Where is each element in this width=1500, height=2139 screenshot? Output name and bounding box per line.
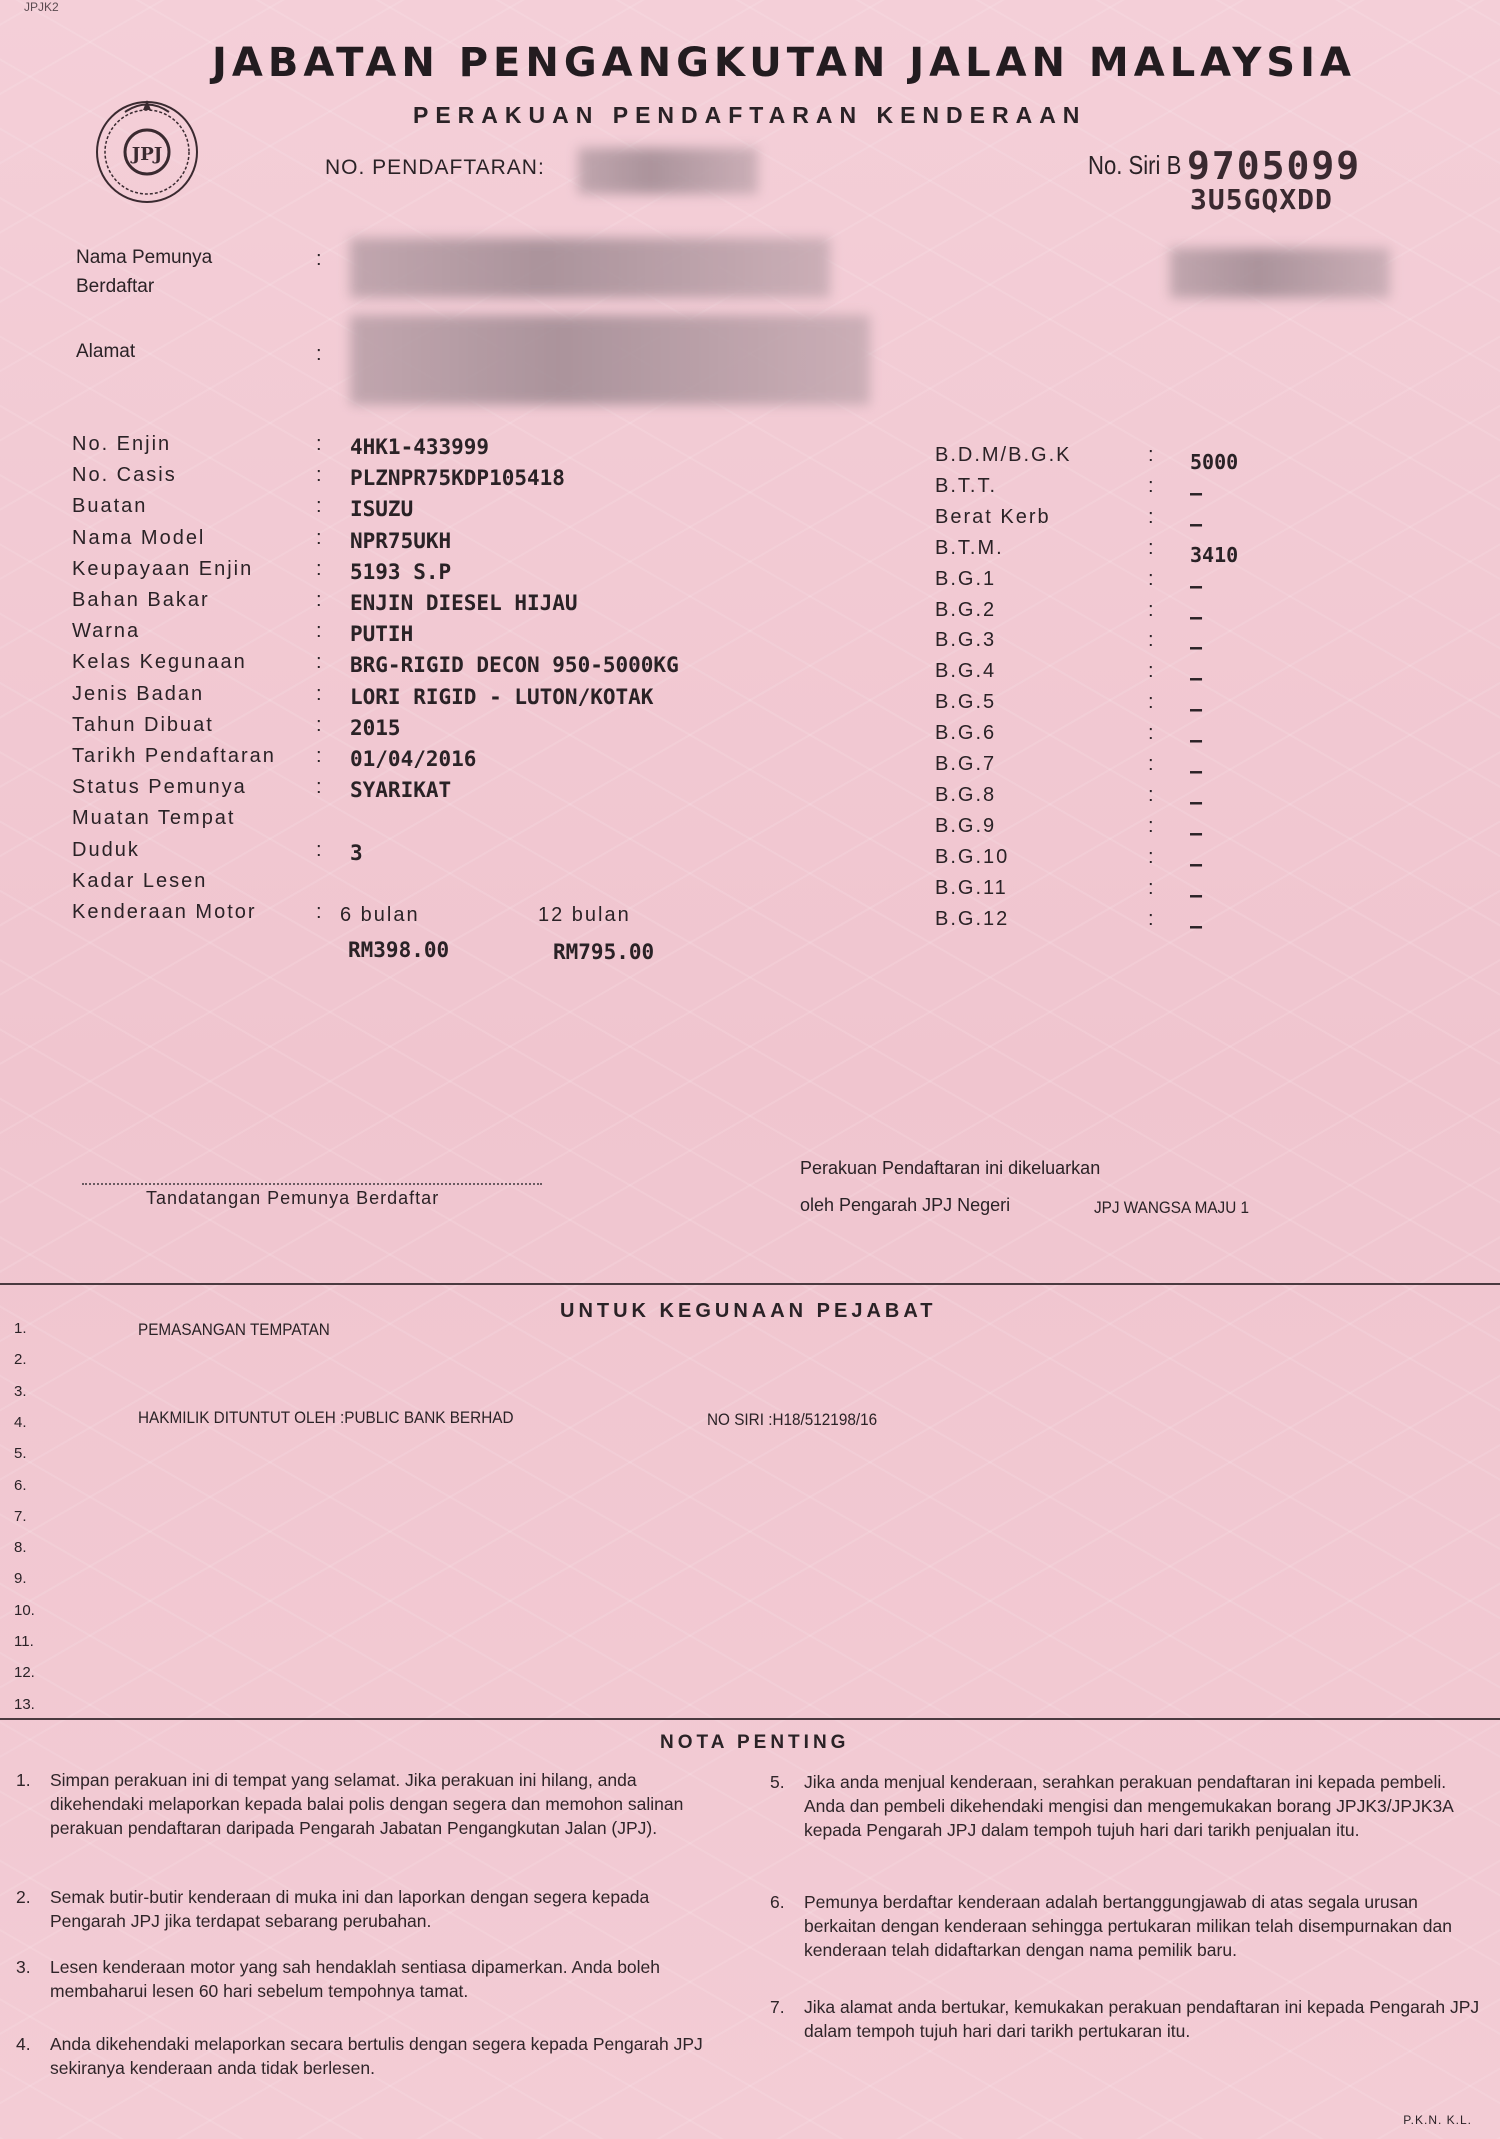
spec-label: B.G.9 xyxy=(935,814,997,837)
vehicle-field-colon: : xyxy=(316,682,322,705)
note-text: Semak butir-butir kenderaan di muka ini dan laporkan dengan segera kepada Pengarah JPJ jika terdapat sebarang perubahan. xyxy=(50,1887,650,1931)
vehicle-field-label: Status Pemunya xyxy=(72,776,247,799)
office-line-4-right: NO SIRI :H18/512198/16 xyxy=(707,1410,878,1429)
note-text: Lesen kenderaan motor yang sah hendaklah sentiasa dipamerkan. Anda boleh membaharui lesen 60 hari sebelum tempohnya tamat. xyxy=(50,1957,661,2001)
spec-label: B.G.12 xyxy=(935,907,1010,930)
vehicle-field-value: 01/04/2016 xyxy=(350,747,477,771)
spec-value: – xyxy=(1190,511,1203,536)
vehicle-field-colon: : xyxy=(316,620,322,643)
vehicle-field-value: 5193 S.P xyxy=(350,559,452,584)
spec-label: B.G.5 xyxy=(935,691,997,714)
note-number: 4. xyxy=(16,2034,31,2054)
spec-colon: : xyxy=(1148,598,1154,621)
vehicle-field-colon: : xyxy=(316,433,322,455)
issued-by-line1: Perakuan Pendaftaran ini dikeluarkan xyxy=(800,1158,1101,1178)
spec-value: – xyxy=(1190,789,1203,814)
spec-value: – xyxy=(1190,913,1203,938)
spec-colon: : xyxy=(1148,783,1154,806)
form-code: JPJK2 xyxy=(24,0,59,14)
vehicle-field-colon: : xyxy=(316,495,322,518)
office-line-number: 12. xyxy=(14,1664,35,1682)
office-line-4-left: HAKMILIK DITUNTUT OLEH :PUBLIC BANK BERHAD xyxy=(138,1408,514,1427)
owner-name-label-1: Nama Pemunya xyxy=(76,247,213,268)
spec-colon: : xyxy=(1148,660,1154,683)
spec-label: B.G.8 xyxy=(935,783,997,806)
signature-line xyxy=(82,1183,542,1185)
office-line-1: PEMASANGAN TEMPATAN xyxy=(138,1320,330,1339)
redacted-owner-id xyxy=(1170,248,1390,298)
office-use-title: UNTUK KEGUNAAN PEJABAT xyxy=(560,1300,937,1322)
note-text: Simpan perakuan ini di tempat yang selamat. Jika perakuan ini hilang, anda dikehendaki melaporkan kepada balai polis dengan segera dan memohon salinan perakuan pendaftaran daripada Pengarah Jabatan Pengangkutan Jalan (JPJ). xyxy=(50,1770,684,1838)
registration-number-label: NO. PENDAFTARAN: xyxy=(325,156,545,179)
note-item xyxy=(16,1768,728,1840)
vehicle-field-value: ENJIN DIESEL HIJAU xyxy=(350,591,578,615)
document-title: JABATAN PENGANGKUTAN JALAN MALAYSIA xyxy=(212,40,1356,86)
note-number: 2. xyxy=(16,1887,31,1907)
office-line-number: 6. xyxy=(14,1476,27,1494)
spec-colon: : xyxy=(1148,691,1154,714)
spec-label: B.T.T. xyxy=(935,474,998,497)
redacted-owner-name xyxy=(350,238,830,298)
office-line-number: 11. xyxy=(14,1633,34,1650)
spec-colon: : xyxy=(1148,505,1154,528)
vehicle-field-colon: : xyxy=(316,651,322,674)
office-line-number: 9. xyxy=(14,1570,27,1588)
svg-text:JPJ: JPJ xyxy=(131,144,163,165)
note-number: 3. xyxy=(16,1957,31,1977)
note-number: 6. xyxy=(770,1892,785,1912)
spec-colon: : xyxy=(1148,845,1154,868)
spec-colon: : xyxy=(1148,907,1154,930)
serial-label: No. Siri B xyxy=(1088,150,1182,180)
office-line-number: 3. xyxy=(14,1382,27,1400)
note-number: 7. xyxy=(770,1997,785,2017)
vehicle-field-colon: : xyxy=(316,526,322,549)
spec-label: Berat Kerb xyxy=(935,505,1051,528)
vehicle-field-value: 3 xyxy=(350,840,363,865)
note-number: 1. xyxy=(16,1770,31,1790)
vehicle-field-value: 2015 xyxy=(350,715,401,740)
spec-label: B.D.M/B.G.K xyxy=(935,444,1072,466)
office-line-number: 8. xyxy=(14,1539,27,1557)
spec-label: B.G.7 xyxy=(935,753,997,775)
spec-colon: : xyxy=(1148,567,1154,590)
spec-label: B.G.11 xyxy=(935,876,1008,899)
office-line-number: 7. xyxy=(14,1507,27,1525)
spec-colon: : xyxy=(1148,722,1154,745)
note-item xyxy=(16,2032,728,2080)
spec-colon: : xyxy=(1148,474,1154,497)
spec-label: B.G.10 xyxy=(935,845,1010,868)
note-text: Jika anda menjual kenderaan, serahkan perakuan pendaftaran ini kepada pembeli. Anda dan pembeli dikehendaki mengisi dan mengemukakan borang JPJK3/JPJK3A kepada Pengarah JPJ dalam tempoh tujuh hari dari tarikh penjualan itu. xyxy=(804,1772,1453,1840)
vehicle-field-label: Kenderaan Motor xyxy=(72,901,257,923)
office-line-number: 13. xyxy=(14,1695,35,1713)
owner-address-label: Alamat xyxy=(76,341,136,362)
vehicle-field-colon: : xyxy=(316,901,322,923)
office-line-number: 2. xyxy=(14,1351,27,1369)
spec-value: – xyxy=(1190,728,1203,753)
vehicle-field-label: Keupayaan Enjin xyxy=(72,557,254,580)
vehicle-field-value: ISUZU xyxy=(350,497,414,522)
office-line-number: 4. xyxy=(14,1413,27,1431)
office-section-divider xyxy=(0,1283,1500,1285)
note-number: 5. xyxy=(770,1772,785,1792)
owner-address-colon: : xyxy=(316,343,322,365)
serial-number: 9705099 xyxy=(1187,144,1362,188)
vehicle-field-value: BRG-RIGID DECON 950-5000KG xyxy=(350,653,679,678)
vehicle-field-label: Kadar Lesen xyxy=(72,869,208,892)
vehicle-field-colon: : xyxy=(316,713,322,736)
note-item xyxy=(770,1890,1482,1962)
spec-value: – xyxy=(1190,759,1203,783)
office-line-number: 1. xyxy=(14,1320,27,1337)
vehicle-field-colon: : xyxy=(316,745,322,767)
redacted-registration-number xyxy=(578,148,758,194)
vehicle-field-value: PLZNPR75KDP105418 xyxy=(350,466,565,491)
spec-label: B.G.3 xyxy=(935,629,997,652)
vehicle-field-colon: : xyxy=(316,776,322,799)
serial-code: 3U5GQXDD xyxy=(1190,183,1333,216)
spec-label: B.G.2 xyxy=(935,598,997,621)
spec-value: – xyxy=(1190,635,1203,660)
vehicle-field-value: SYARIKAT xyxy=(350,778,452,803)
vehicle-field-colon: : xyxy=(316,838,322,861)
spec-value: – xyxy=(1190,697,1203,722)
vehicle-field-label: Tahun Dibuat xyxy=(72,713,214,736)
vehicle-field-colon: : xyxy=(316,589,322,611)
license-6-month-amount: RM398.00 xyxy=(348,938,450,962)
vehicle-field-label: Jenis Badan xyxy=(72,682,205,705)
redacted-owner-address xyxy=(350,315,870,405)
spec-colon: : xyxy=(1148,536,1154,559)
note-text: Pemunya berdaftar kenderaan adalah bertanggungjawab di atas segala urusan berkaitan dengan kenderaan sehingga pertukaran milikan telah disempurnakan dan kenderaan telah didaftarkan dengan nama pemilik baru. xyxy=(804,1892,1452,1960)
issuing-office: JPJ WANGSA MAJU 1 xyxy=(1094,1198,1250,1217)
vehicle-field-label: Warna xyxy=(72,620,141,643)
spec-label: B.G.6 xyxy=(935,722,997,745)
vehicle-field-label: Buatan xyxy=(72,495,148,518)
vehicle-field-value: NPR75UKH xyxy=(350,528,452,553)
spec-colon: : xyxy=(1148,444,1154,466)
note-item xyxy=(16,1955,728,2003)
vehicle-field-colon: : xyxy=(316,557,322,580)
vehicle-field-colon: : xyxy=(316,464,322,487)
spec-value: 3410 xyxy=(1190,542,1239,567)
owner-name-colon: : xyxy=(316,248,322,270)
note-item xyxy=(770,1770,1482,1842)
spec-value: 5000 xyxy=(1190,450,1239,474)
spec-label: B.G.1 xyxy=(935,567,997,590)
document-subtitle: PERAKUAN PENDAFTARAN KENDERAAN xyxy=(413,102,1087,128)
vehicle-field-value: 4HK1-433999 xyxy=(350,435,490,459)
spec-value: – xyxy=(1190,573,1203,598)
spec-colon: : xyxy=(1148,876,1154,899)
spec-label: B.T.M. xyxy=(935,536,1004,559)
vehicle-field-label: No. Casis xyxy=(72,464,177,487)
note-text: Anda dikehendaki melaporkan secara bertulis dengan segera kepada Pengarah JPJ sekiranya kenderaan anda tidak berlesen. xyxy=(50,2034,703,2078)
spec-value: – xyxy=(1190,604,1203,629)
spec-value: – xyxy=(1190,882,1203,907)
vehicle-field-label: Nama Model xyxy=(72,526,206,549)
vehicle-field-label: Duduk xyxy=(72,838,140,861)
notes-section-divider xyxy=(0,1718,1500,1720)
note-item xyxy=(16,1885,728,1933)
vehicle-field-value: LORI RIGID - LUTON/KOTAK xyxy=(350,684,654,709)
printer-code: P.K.N. K.L. xyxy=(1403,2113,1472,2127)
spec-value: – xyxy=(1190,851,1203,876)
notes-title: NOTA PENTING xyxy=(660,1732,850,1753)
note-item xyxy=(770,1995,1482,2043)
spec-label: B.G.4 xyxy=(935,660,997,683)
note-text: Jika alamat anda bertukar, kemukakan perakuan pendaftaran ini kepada Pengarah JPJ dalam tempoh tujuh hari dari tarikh pertukaran itu. xyxy=(804,1997,1480,2041)
vehicle-field-value: PUTIH xyxy=(350,622,414,647)
vehicle-field-label: Kelas Kegunaan xyxy=(72,651,247,674)
spec-colon: : xyxy=(1148,814,1154,837)
vehicle-field-label: Tarikh Pendaftaran xyxy=(72,745,276,767)
spec-value: – xyxy=(1190,666,1203,691)
owner-name-label-2: Berdaftar xyxy=(76,276,155,297)
license-6-month-label: 6 bulan xyxy=(340,904,420,926)
license-12-month-label: 12 bulan xyxy=(538,904,631,926)
vehicle-field-label: Muatan Tempat xyxy=(72,807,236,830)
vehicle-field-label: Bahan Bakar xyxy=(72,589,210,611)
signature-label: Tandatangan Pemunya Berdaftar xyxy=(146,1188,440,1208)
office-line-number: 5. xyxy=(14,1445,27,1463)
license-12-month-amount: RM795.00 xyxy=(553,940,655,964)
spec-value: – xyxy=(1190,820,1203,845)
spec-colon: : xyxy=(1148,753,1154,775)
spec-colon: : xyxy=(1148,629,1154,652)
spec-value: – xyxy=(1190,480,1203,505)
issued-by-line2: oleh Pengarah JPJ Negeri xyxy=(800,1195,1011,1215)
office-line-number: 10. xyxy=(14,1601,35,1619)
vehicle-field-label: No. Enjin xyxy=(72,433,172,455)
jpj-crest-icon xyxy=(90,92,205,207)
